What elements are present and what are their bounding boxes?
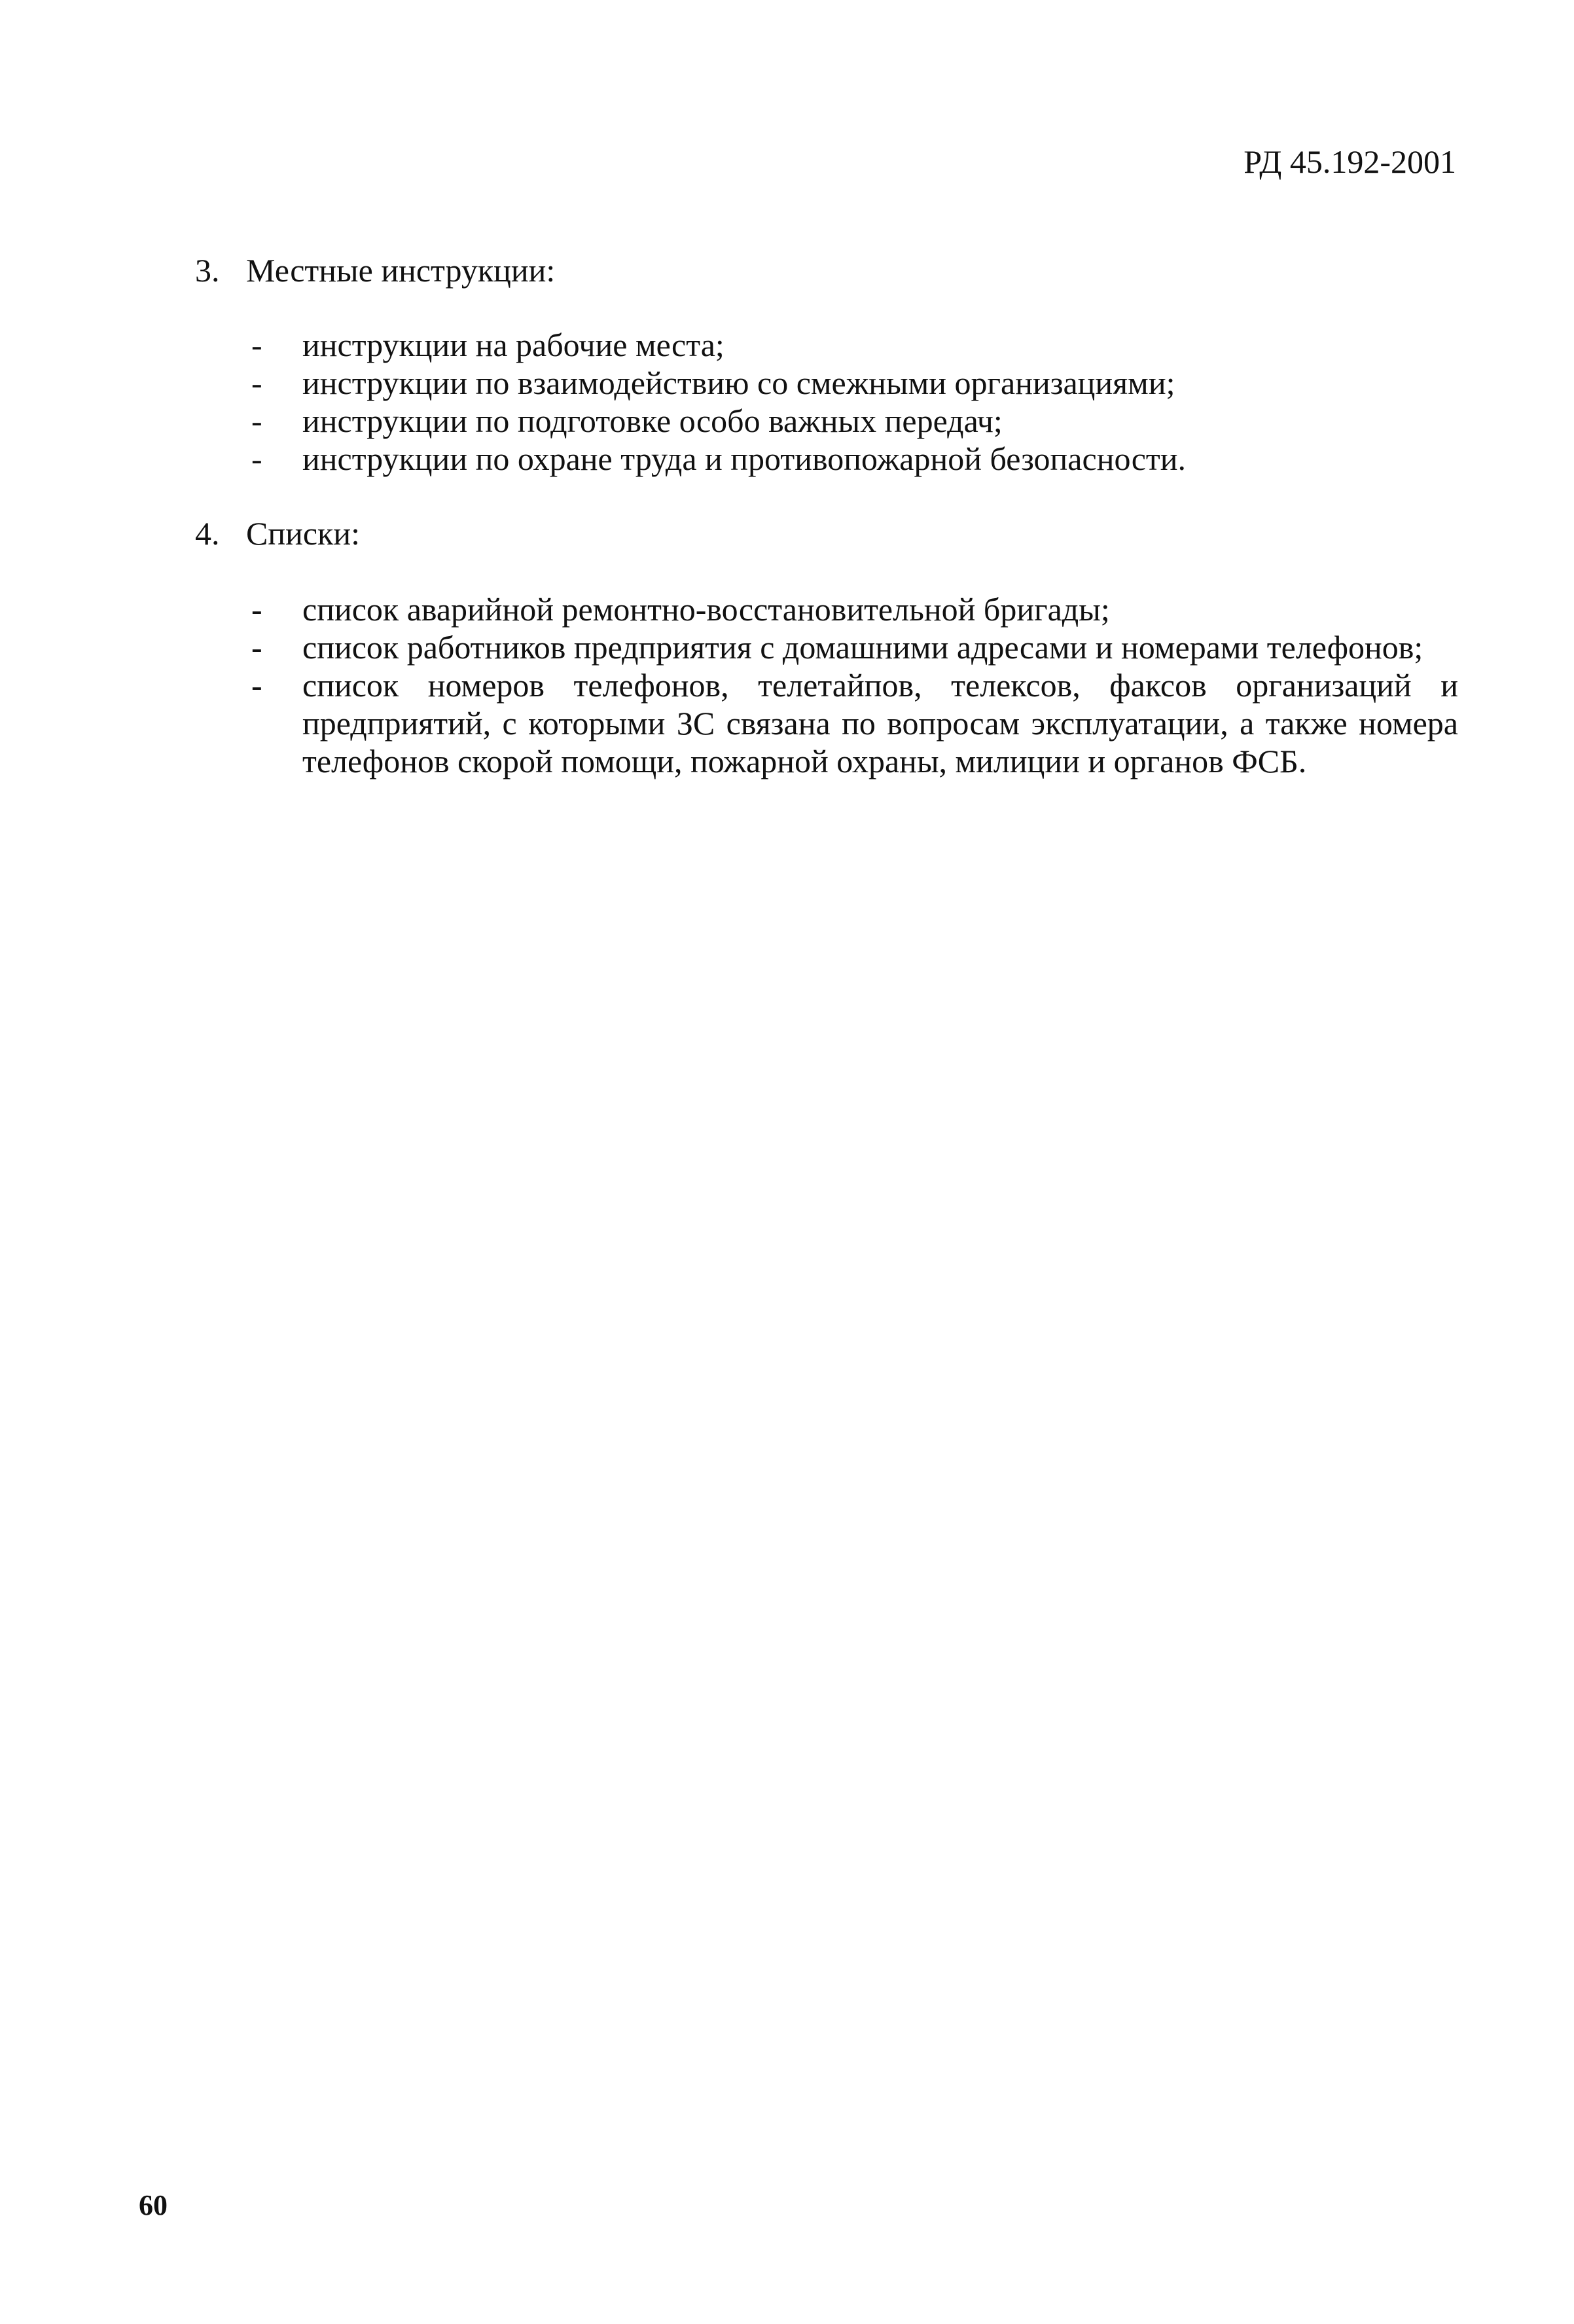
list-item [247, 666, 1458, 780]
section-title: Списки: [246, 515, 360, 552]
bullet-dash: - [251, 327, 262, 363]
list-item [247, 440, 1458, 478]
bullet-dash: - [251, 402, 262, 439]
list-item [247, 326, 1458, 364]
document-code: РД 45.192-2001 [1243, 143, 1456, 180]
bullet-dash: - [251, 365, 262, 401]
page-number: 60 [139, 2189, 168, 2221]
list-item [247, 402, 1458, 440]
list-item-text: инструкции по охране труда и противопожарной безопасности. [302, 440, 1186, 477]
list-item [247, 590, 1458, 628]
list-item [247, 364, 1458, 402]
list-item-text: инструкции на рабочие места; [302, 327, 724, 363]
list-item-text: список аварийной ремонтно-восстановительной бригады; [302, 591, 1110, 628]
section-3-list [247, 326, 1458, 478]
section-number: 4. [195, 515, 220, 552]
section-title: Местные инструкции: [246, 252, 556, 289]
list-item-text: список работников предприятия с домашними адресами и номерами телефонов; [302, 629, 1423, 666]
section-heading-4 [195, 517, 360, 550]
bullet-dash: - [251, 591, 262, 628]
section-4-list [247, 590, 1458, 780]
section-heading-3 [195, 254, 555, 287]
list-item-text: список номеров телефонов, телетайпов, телексов, факсов организаций и предприятий, с которыми ЗС связана по вопросам эксплуатации, а также номера телефонов скорой помощи, пожарной охраны, милиции и органов ФСБ. [302, 667, 1458, 779]
section-number: 3. [195, 252, 220, 289]
list-item-text: инструкции по взаимодействию со смежными организациями; [302, 365, 1175, 401]
bullet-dash: - [251, 440, 262, 477]
list-item-text: инструкции по подготовке особо важных передач; [302, 402, 1003, 439]
bullet-dash: - [251, 667, 262, 704]
list-item [247, 628, 1458, 666]
bullet-dash: - [251, 629, 262, 666]
